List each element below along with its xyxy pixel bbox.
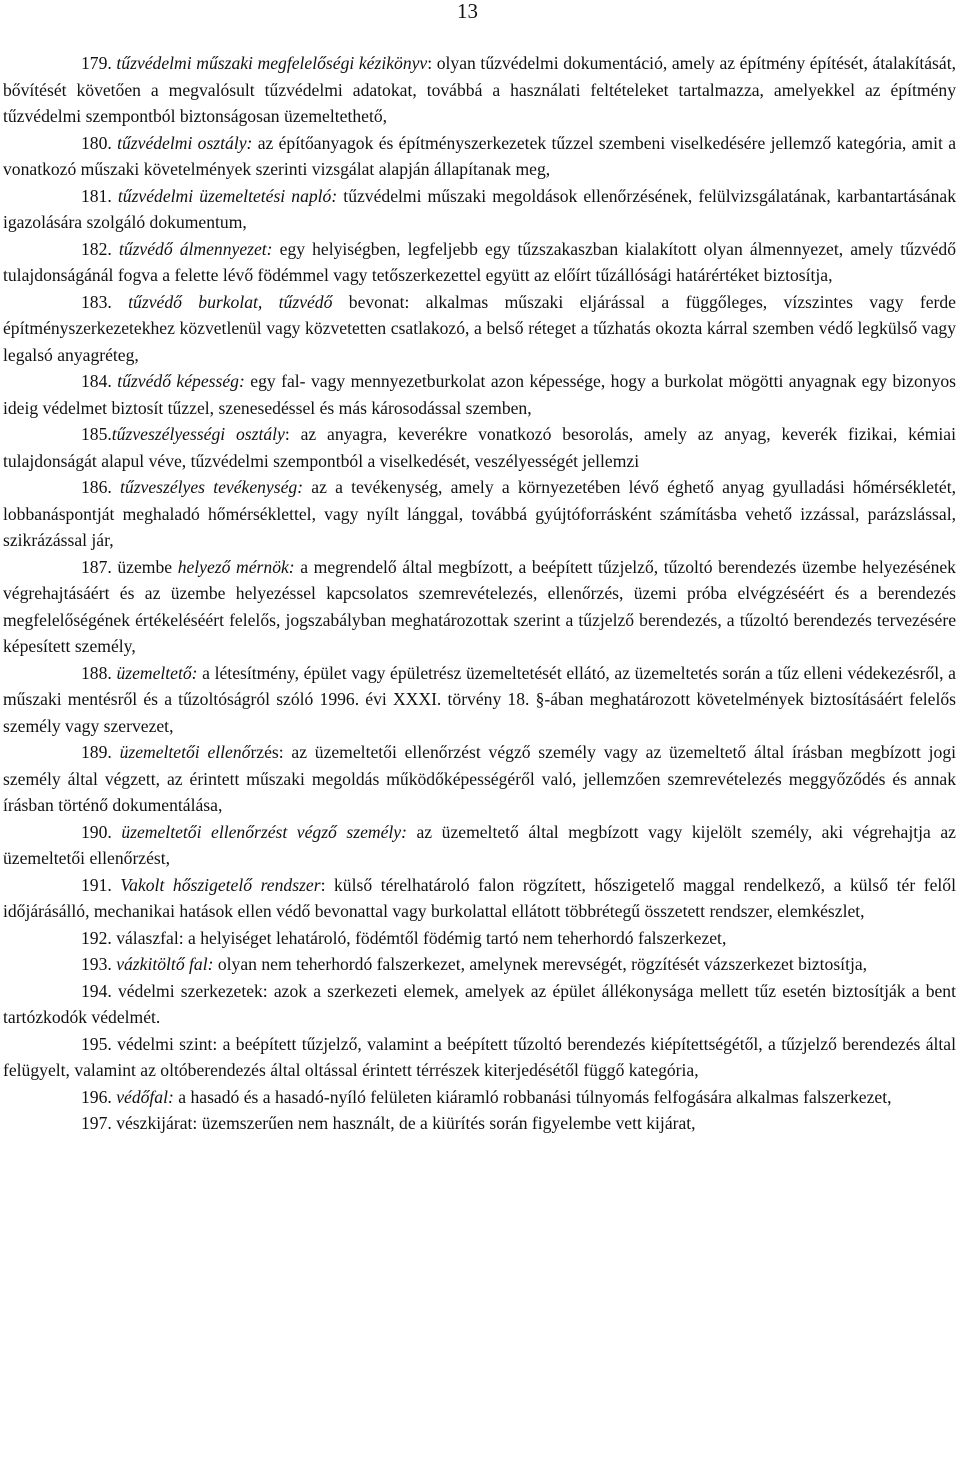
entry-number: 186. xyxy=(81,477,112,497)
definition-189 xyxy=(3,739,956,819)
entry-number: 195. xyxy=(81,1033,112,1054)
entry-term: tűzvédő álmennyezet: xyxy=(118,238,273,259)
entry-number: 187. üzembe xyxy=(81,556,173,577)
entry-text: bevonat: alkalmas műszaki eljárással a függőleges, vízszintes vagy ferde építményszerkezetekhez közvetlenül vagy közvetetten csatlakozó, a belső réteget a tűzhatás okozta kárral szemben védő legkülső vagy legalsó anyagréteg, xyxy=(3,291,956,365)
entry-number: 197. xyxy=(81,1113,112,1133)
entry-number: 183. xyxy=(81,291,112,312)
entry-term: védőfal: xyxy=(116,1086,174,1107)
document-body xyxy=(3,50,956,1137)
definition-190 xyxy=(3,819,956,872)
entry-number: 191. xyxy=(81,874,112,895)
entry-text: a hasadó és a hasadó-nyíló felületen kiáramló robbanási túlnyomás felfogására alkalmas falszerkezet, xyxy=(173,1086,892,1107)
definition-187 xyxy=(3,554,956,660)
entry-text: a létesítmény, épület vagy épületrész üzemeltetését ellátó, az üzemeltetés során a tűz elleni védekezésről, a műszaki mentésről és a tűzoltóságról szóló 1996. évi XXXI. törvény 18. §-ában meghatározott követelmények biztosításáért felelős személy vagy szervezet, xyxy=(3,662,956,736)
definition-193 xyxy=(3,951,956,978)
entry-text: az építőanyagok és építményszerkezetek tűzzel szembeni viselkedésére jellemző kategória, amit a vonatkozó műszaki követelmények szerinti vizsgálat alapján állapítanak meg, xyxy=(3,132,957,179)
entry-term: tűzvédő burkolat, tűzvédő xyxy=(128,291,333,312)
definition-186 xyxy=(3,474,956,554)
entry-text: vészkijárat: üzemszerűen nem használt, de a kiürítés során figyelembe vett kijárat, xyxy=(116,1113,696,1133)
entry-text: tűzvédelmi műszaki megoldások ellenőrzésének, felülvizsgálatának, karbantartásának igazolására szolgáló dokumentum, xyxy=(3,185,957,232)
entry-number: 190. xyxy=(81,821,112,842)
entry-term: tűzveszélyességi osztály xyxy=(111,424,285,444)
entry-text: az a tevékenység, amely a környezetében lévő éghető anyag gyulladási hőmérsékletét, lobbanáspontját meghaladó hőmérséklettel, vagy nyílt lánggal, továbbá gyújtóforrásként számításba vehető izzással, parázslással, szikrázással jár, xyxy=(3,477,956,550)
entry-text: egy helyiségben, legfeljebb egy tűzszakaszban kialakított olyan álmennyezet, amely tűzvédő tulajdonságánál fogva a felette lévő födémmel vagy tetőszerkezettel együtt az előírt tűzállósági határértéket biztosítja, xyxy=(3,238,956,285)
entry-number: 182. xyxy=(81,238,112,259)
entry-text: védelmi szerkezetek: azok a szerkezeti elemek, amelyek az épület állékonysága mellett tűz esetén biztosítják a bent tartózkodók védelmét. xyxy=(3,980,956,1027)
definition-188 xyxy=(3,660,956,740)
definition-192 xyxy=(3,925,956,952)
definition-180 xyxy=(3,130,956,183)
definition-185 xyxy=(3,421,956,474)
entry-text: egy fal- vagy mennyezetburkolat azon képessége, hogy a burkolat mögötti anyagnak egy bizonyos ideig védelmet biztosít tűzzel, szenesedéssel és más károsodással szemben, xyxy=(3,371,957,418)
entry-number: 188. xyxy=(81,662,112,683)
entry-term: üzemeltetői ellenőrzést végző személy: xyxy=(121,821,407,842)
definition-181 xyxy=(3,183,956,236)
definition-184 xyxy=(3,368,956,421)
entry-term: üzemeltetői ellenő xyxy=(119,742,251,762)
entry-number: 179. xyxy=(81,53,112,73)
page-number: 13 xyxy=(457,0,478,23)
definition-196 xyxy=(3,1084,956,1111)
entry-number: 185. xyxy=(81,424,112,444)
entry-term: vázkitöltő fal: xyxy=(116,954,214,974)
entry-term: tűzvédelmi osztály: xyxy=(117,132,253,153)
entry-text: : olyan tűzvédelmi dokumentáció, amely az építmény építését, átalakítását, bővítését követően a megvalósult tűzvédelmi adatokat, továbbá a használati feltételeket tartalmazza, amelyekkel az építmény tűzvédelmi szempontból biztonságosan üzemeltethető, xyxy=(3,53,956,126)
definition-179 xyxy=(3,50,956,130)
definition-194 xyxy=(3,978,956,1031)
entry-number: 189. xyxy=(81,742,112,762)
entry-text: : az anyagra, keverékre vonatkozó besorolás, amely az anyag, keverék fizikai, kémiai tulajdonságát alapul véve, tűzvédelmi szempontból a viselkedését, veszélyességét jellemzi xyxy=(3,424,957,471)
definition-191 xyxy=(3,872,956,925)
entry-number: 194. xyxy=(81,980,112,1001)
entry-number: 192. xyxy=(81,927,112,948)
entry-number: 180. xyxy=(81,132,112,153)
entry-text: olyan nem teherhordó falszerkezet, amelynek merevségét, rögzítését vázszerkezet biztosítja, xyxy=(213,954,868,974)
entry-number: 181. xyxy=(81,185,112,206)
entry-number: 193. xyxy=(81,954,112,974)
entry-term: üzemeltető: xyxy=(116,662,198,683)
definition-182 xyxy=(3,236,956,289)
entry-term: Vakolt hőszigetelő rendszer xyxy=(120,874,321,895)
entry-term: tűzvédelmi műszaki megfelelőségi kézikönyv xyxy=(116,53,428,73)
entry-term: tűzvédő képesség: xyxy=(117,371,245,391)
entry-text: az üzemeltető által megbízott vagy kijelölt személy, aki végrehajtja az üzemeltetői ellenőrzést, xyxy=(3,821,956,868)
entry-term: helyező mérnök: xyxy=(177,556,295,577)
entry-number: 184. xyxy=(81,371,112,391)
definition-183 xyxy=(3,289,956,369)
definition-197 xyxy=(3,1110,956,1137)
entry-text: válaszfal: a helyiséget lehatároló, födémtől födémig tartó nem teherhordó falszerkezet, xyxy=(116,927,727,948)
entry-text: a megrendelő által megbízott, a beépített tűzjelző, tűzoltó berendezés üzembe helyezésének végrehajtásáért és az üzembe helyezéssel kapcsolatos szemrevételezés, ellenőrzés, üzemi próba elvégzéséért és a berendezés megfelelőségének értékeléséért felelős, jogszabályban meghatározottak szerint a tűzjelző berendezés, a tűzoltó berendezés tervezésére képesített személy, xyxy=(3,556,956,656)
entry-text: : külső térelhatároló falon rögzített, hőszigetelő maggal rendelkező, a külső tér felől időjárásálló, mechanikai hatások ellen védő bevonattal vagy burkolattal ellátott többrétegű összetett rendszer, elemkészlet, xyxy=(3,874,956,921)
definition-195 xyxy=(3,1031,956,1084)
entry-term: tűzveszélyes tevékenység: xyxy=(120,477,304,497)
entry-number: 196. xyxy=(81,1086,112,1107)
entry-text: védelmi szint: a beépített tűzjelző, valamint a beépített tűzoltó berendezés kiépítettségétől, a tűzjelző berendezés által felügyelt, valamint az oltóberendezés által oltással érintett térrészek kiterjedésétől függő kategória, xyxy=(3,1033,956,1080)
entry-term: tűzvédelmi üzemeltetési napló: xyxy=(117,185,338,206)
entry-text: rzés: az üzemeltetői ellenőrzést végző személy vagy az üzemeltető által írásban megbízott jogi személy által végzett, az érintett műszaki megoldás működőképességéről való, jellemzően szemrevételezés meggyőződés és annak írásban történő dokumentálása, xyxy=(3,742,957,815)
